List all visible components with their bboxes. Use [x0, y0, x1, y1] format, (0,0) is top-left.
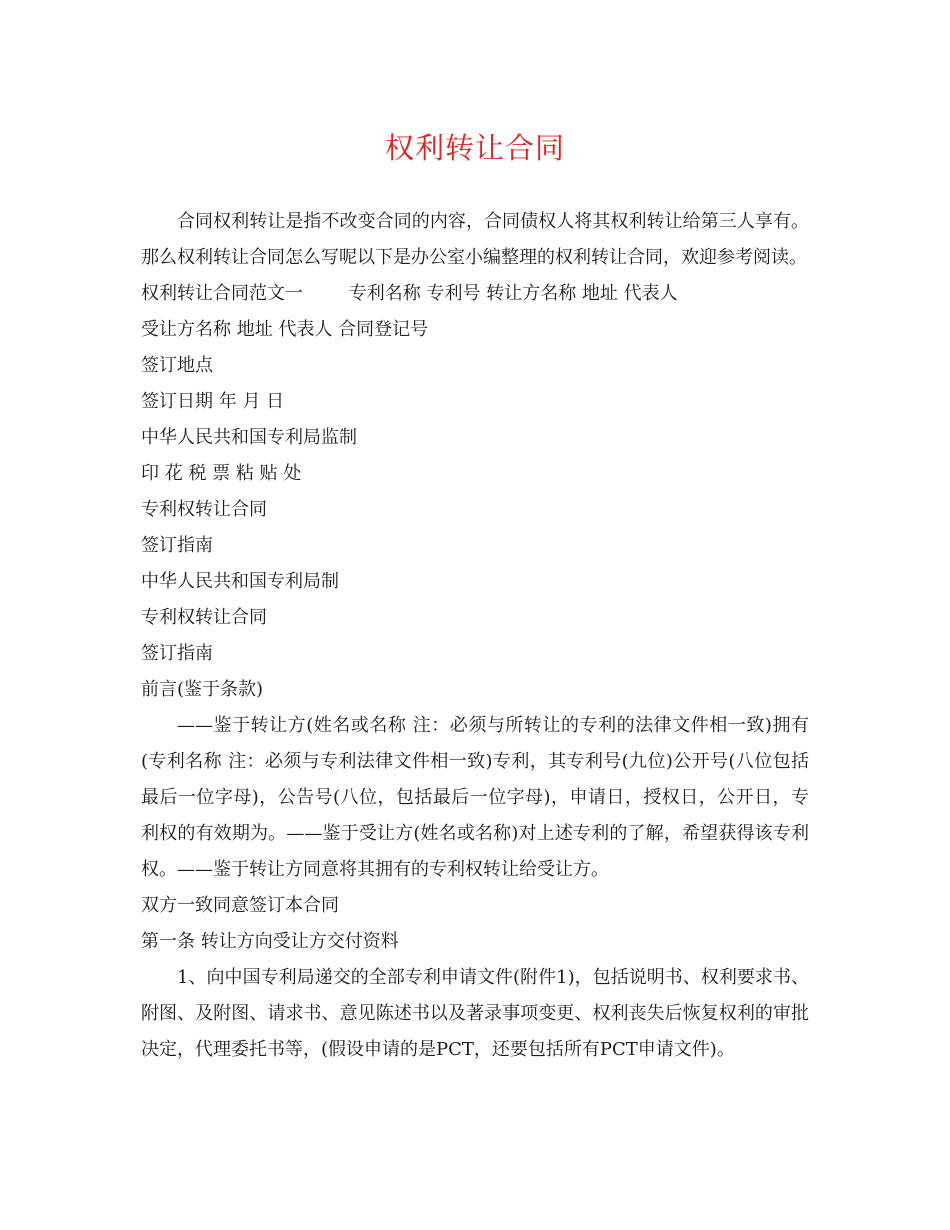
guide-line-2: 签订指南	[141, 643, 213, 664]
stamp-line: 印 花 税 票 粘 贴 处	[141, 463, 302, 484]
document-body	[141, 204, 809, 1068]
document-title: 权利转让合同	[384, 131, 565, 165]
preface-line: 前言(鉴于条款)	[141, 679, 264, 700]
contract-name-line-2: 专利权转让合同	[141, 607, 267, 628]
signing-place-line: 签订地点	[141, 355, 213, 376]
intro-paragraph: 合同权利转让是指不改变合同的内容，合同债权人将其权利转让给第三人享有。那么权利转让合同怎么写呢以下是办公室小编整理的权利转让合同，欢迎参考阅读。	[141, 211, 809, 268]
signing-date-line: 签订日期 年 月 日	[141, 391, 285, 412]
party-line: 受让方名称 地址 代表人 合同登记号	[141, 319, 429, 340]
office-line: 中华人民共和国专利局制	[141, 571, 339, 592]
agreement-line: 双方一致同意签订本合同	[141, 895, 339, 916]
recital-paragraph: ——鉴于转让方(姓名或名称 注：必须与所转让的专利的法律文件相一致)拥有(专利名称 注：必须与专利法律文件相一致)专利，其专利号(九位)公开号(八位包括最后一位字母)，公告号(八位，包括最后一位字母)，申请日，授权日，公开日，专利权的有效期为。——鉴于受让方(姓名或名称)对上述专利的了解，希望获得该专利权。——鉴于转让方同意将其拥有的专利权转让给受让方。	[141, 715, 809, 880]
supervisor-line: 中华人民共和国专利局监制	[141, 427, 357, 448]
guide-line: 签订指南	[141, 535, 213, 556]
article-one-line: 第一条 转让方向受让方交付资料	[141, 931, 399, 952]
item-one-paragraph: 1、向中国专利局递交的全部专利申请文件(附件1)，包括说明书、权利要求书、附图、及附图、请求书、意见陈述书以及著录事项变更、权利丧失后恢复权利的审批决定，代理委托书等，(假设申请的是PCT，还要包括所有PCT申请文件)。	[141, 967, 809, 1060]
sample-heading: 权利转让合同范文一 专利名称 专利号 转让方名称 地址 代表人	[141, 283, 678, 304]
contract-name-line: 专利权转让合同	[141, 499, 267, 520]
